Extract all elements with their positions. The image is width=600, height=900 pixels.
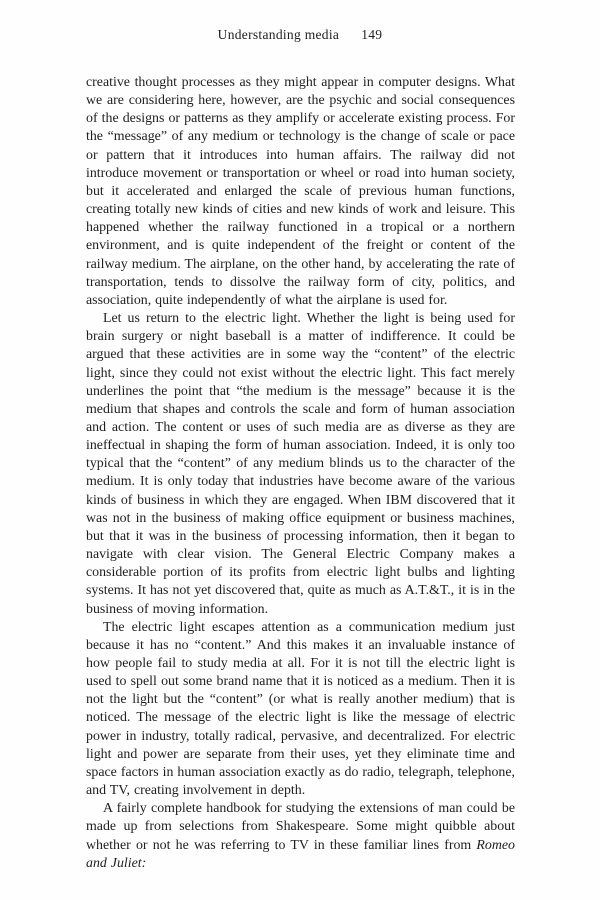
paragraph-1-text: creative thought processes as they might appear in computer designs. What we are considering here, however, are the psychic and social consequences of the designs or patterns as they amplify or accelerate existing process. For the “message” of any medium or technology is the change of scale or pace or pattern that it introduces into human affairs. The railway did not introduce movement or transportation or wheel or road into human society, but it accelerated and enlarged the scale of previous human functions, creating totally new kinds of cities and new kinds of work and leisure. This happened whether the railway functioned in a tropical or a northern environment, and is quite independent of the freight or content of the railway medium. The airplane, on the other hand, by accelerating the rate of transportation, tends to dissolve the railway form of city, politics, and association, quite independently of what the airplane is used for.: [86, 75, 515, 308]
paragraph-3: [86, 619, 515, 801]
paragraph-4: [86, 800, 515, 873]
page-number: 149: [361, 27, 383, 42]
paragraph-1: [86, 74, 515, 310]
page-body: [86, 74, 515, 873]
paragraph-2-text: Let us return to the electric light. Whether the light is being used for brain surgery or night baseball is a matter of indifference. It could be argued that these activities are in some way the “content” of the electric light, since they could not exist without the electric light. This fact merely underlines the point that “the medium is the message” because it is the medium that shapes and controls the scale and form of human association and action. The content or uses of such media are as diverse as they are ineffectual in shaping the form of human association. Indeed, it is only too typical that the “content” of any medium blinds us to the character of the medium. It is only today that industries have become aware of the various kinds of business in which they are engaged. When IBM discovered that it was not in the business of making office equipment or business machines, but that it was in the business of processing information, then it began to navigate with clear vision. The General Electric Company makes a considerable portion of its profits from electric light bulbs and lighting systems. It has not yet discovered that, quite as much as A.T.&T., it is in the business of moving information.: [86, 311, 515, 617]
running-header: [0, 27, 600, 43]
paragraph-2: [86, 310, 515, 619]
book-title-italic: Romeo and Juliet:: [86, 837, 515, 871]
running-header-title: Understanding media: [217, 27, 340, 42]
paragraph-4-text: A fairly complete handbook for studying the extensions of man could be made up from selections from Shakespeare. Some might quibble about whether or not he was referring to TV in these familiar lines from: [86, 801, 515, 853]
paragraph-3-text: The electric light escapes attention as a communication medium just because it has no “content.” And this makes it an invaluable instance of how people fail to study media at all. For it is not till the electric light is used to spell out some brand name that it is noticed as a medium. Then it is not the light but the “content” (or what is really another medium) that is noticed. The message of the electric light is like the message of electric power in industry, totally radical, pervasive, and decentralized. For electric light and power are separate from their uses, yet they eliminate time and space factors in human association exactly as do radio, telegraph, telephone, and TV, creating involvement in depth.: [86, 619, 515, 799]
